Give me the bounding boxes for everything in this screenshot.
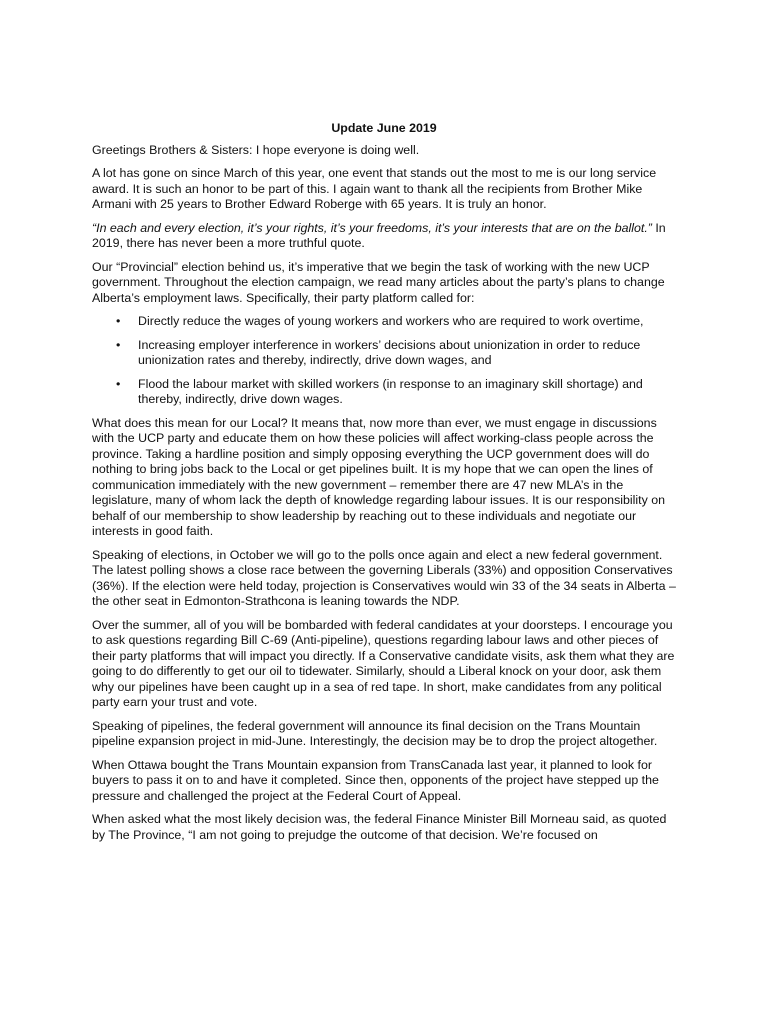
local-paragraph: What does this mean for our Local? It means that, now more than ever, we must engage in discussions with the UCP party and educate them on how these policies will affect working-class people across the province. Taking a hardline position and simply opposing everything the UCP government does will do nothing to bring jobs back to the Local or get pipelines built. It is my hope that we can open the lines of communication immediately with the new government – remember there are 47 new MLA’s in the legislature, many of whom lack the depth of knowledge regarding labour issues. It is our responsibility on behalf of our membership to show leadership by reaching out to these individuals and negotiate our interests in good faith. [92,415,666,538]
document-body [92,121,676,851]
quote-paragraph [92,221,676,252]
platform-list [92,314,676,408]
platform-list-item: • Directly reduce the wages of young workers and workers who are required to work overtime, [92,314,676,330]
quote-tail: In 2019, there has never been a more truthful quote. [92,220,666,250]
platform-list-item: • Increasing employer interference in workers’ decisions about unionization in order to reduce unionization rates and thereby, indirectly, drive down wages, and [92,338,676,369]
morneau-paragraph: When asked what the most likely decision was, the federal Finance Minister Bill Morneau said, as quoted by The Province, “I am not going to prejudge the outcome of that decision. We’re focused on [92,812,667,842]
federal-election-paragraph: Speaking of elections, in October we will go to the polls once again and elect a new federal government. The latest polling shows a close race between the governing Liberals (33%) and opposition Conservatives (36%). If the election were held today, projection is Conservatives would win 33 of the 34 seats in Alberta – the other seat in Edmonton-Strathcona is leaning towards the NDP. [92,547,676,608]
award-paragraph: A lot has gone on since March of this year, one event that stands out the most to me is our long service award. It is such an honor to be part of this. I again want to thank all the recipients from Brother Mike Armani with 25 years to Brother Edward Roberge with 65 years. It is truly an honor. [92,166,657,211]
ottawa-paragraph: When Ottawa bought the Trans Mountain expansion from TransCanada last year, it planned to look for buyers to pass it on to and have it completed. Since then, opponents of the project have stepped up the pressure and challenged the project at the Federal Court of Appeal. [92,757,659,803]
greeting-paragraph: Greetings Brothers & Sisters: I hope everyone is doing well. [92,142,420,157]
quote-italic: “In each and every election, it’s your rights, it’s your freedoms, it’s your interests that are on the ballot.” [92,220,652,235]
summer-paragraph: Over the summer, all of you will be bombarded with federal candidates at your doorsteps. I encourage you to ask questions regarding Bill C-69 (Anti-pipeline), questions regarding labour laws and other pieces of their party platforms that will impact you directly. If a Conservative candidate visits, ask them what they are going to do differently to get our oil to tidewater. Similarly, should a Liberal knock on your door, ask them why our pipelines have been caught up in a sea of red tape. In short, make candidates from any political party earn your trust and vote. [92,617,675,709]
pipelines-paragraph: Speaking of pipelines, the federal government will announce its final decision on the Trans Mountain pipeline expansion project in mid-June. Interestingly, the decision may be to drop the project altogether. [92,718,658,748]
provincial-paragraph: Our “Provincial” election behind us, it’s imperative that we begin the task of working with the new UCP government. Throughout the election campaign, we read many articles about the party’s plans to change Alberta’s employment laws. Specifically, their party platform called for: [92,259,665,305]
document-title: Update June 2019 [331,121,437,135]
platform-list-item: • Flood the labour market with skilled workers (in response to an imaginary skill shortage) and thereby, indirectly, drive down wages. [92,377,676,408]
